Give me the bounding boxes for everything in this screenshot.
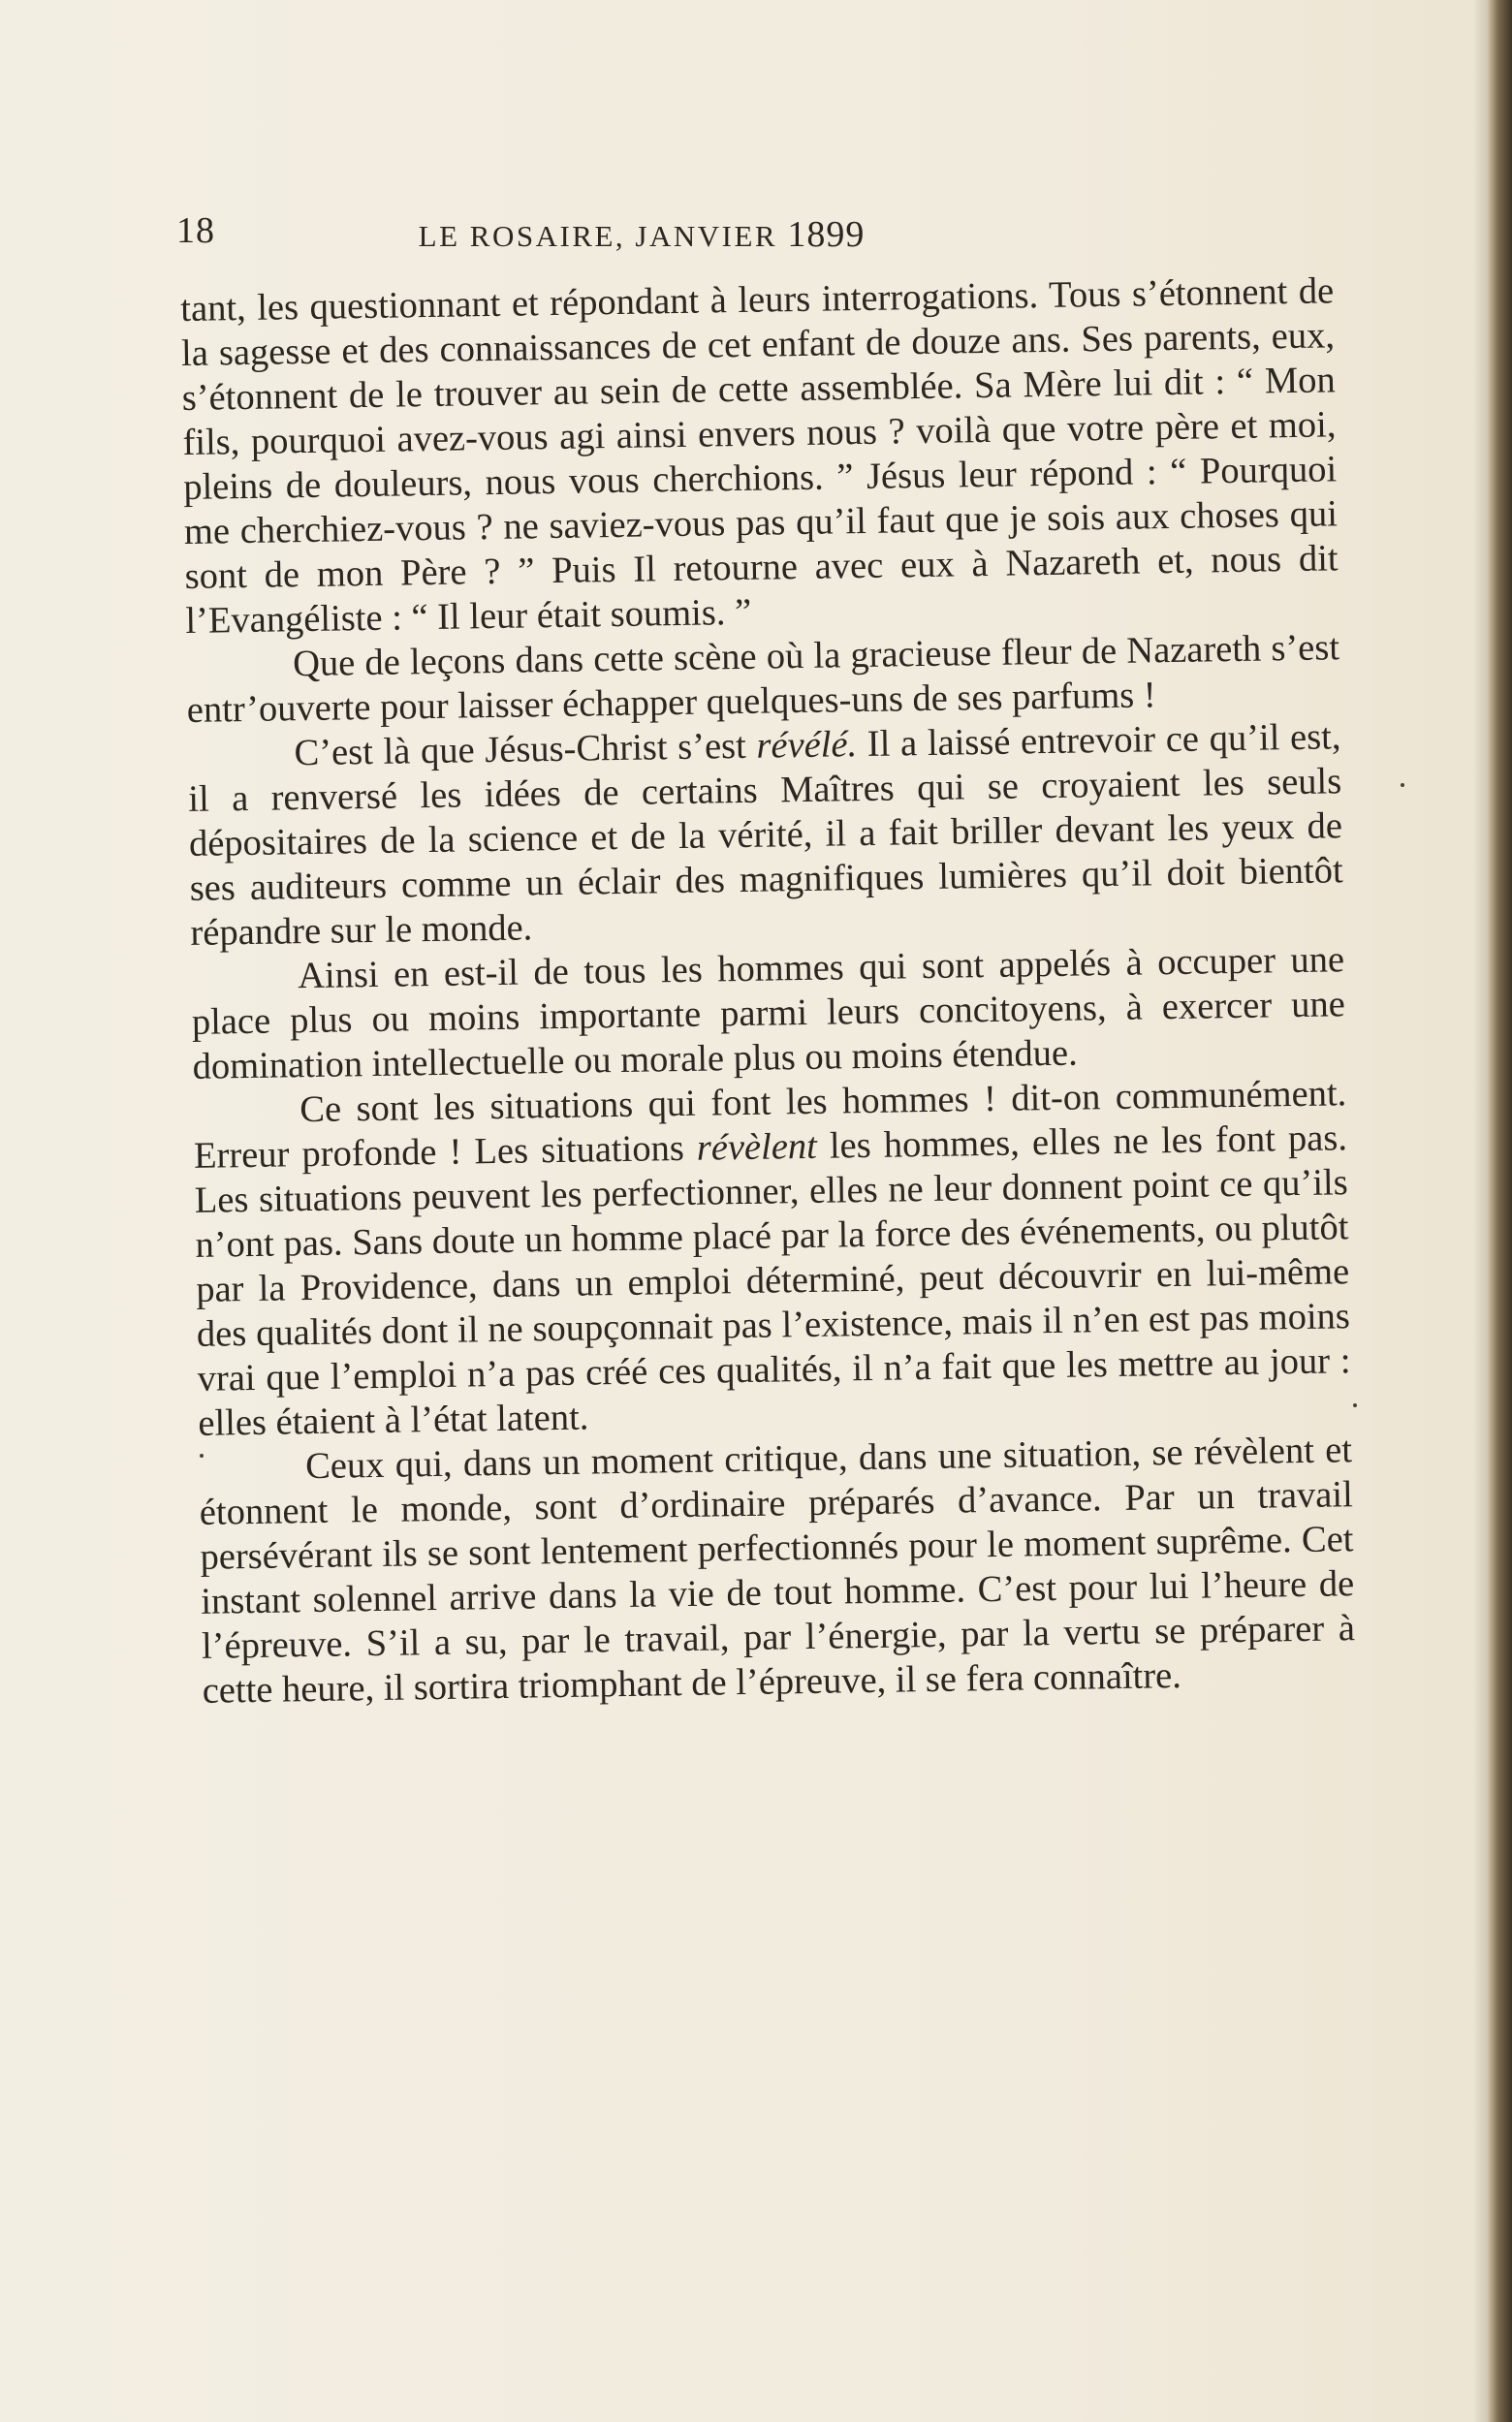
paragraph-3-text-b: Il a laissé entrevoir ce qu’il est, il a renversé les idées de certains Maîtres qui se croyaient les seuls dépositaires de la science et de la vérité, il a fait briller devant les yeux de ses auditeurs comme un éclair des magnifiques lumières qu’il doit bientôt répandre sur le monde.	[187, 716, 1343, 954]
paragraph-3	[187, 714, 1343, 956]
running-title-year: 1899	[787, 214, 866, 255]
paper-speck	[200, 1454, 204, 1458]
article-body	[180, 268, 1356, 1714]
running-title	[176, 213, 1029, 256]
paragraph-1: tant, les questionnant et répondant à leurs interrogations. Tous s’étonnent de la sagesse et des connaissances de cet enfant de douze ans. Ses parents, eux, s’étonnent de le trouver au sein de cette assemblée. Sa Mère lui dit : “ Mon fils, pourquoi avez-vous agi ainsi envers nous ? voilà que votre père et moi, pleins de douleurs, nous vous cherchions. ” Jésus leur répond : “ Pourquoi me cherchiez-vous ? ne saviez-vous pas qu’il faut que je sois aux choses qui sont de mon Père ? ” Puis Il retourne avec eux à Nazareth et, nous dit l’Evangéliste : “ Il leur était soumis. ”	[180, 270, 1339, 642]
running-title-text: LE ROSAIRE, JANVIER	[418, 219, 778, 253]
paragraph-3-italic: révélé.	[756, 724, 858, 767]
paragraph-3-text-a: C’est là que Jésus-Christ s’est	[294, 725, 757, 774]
page-gutter-shadow	[1473, 0, 1487, 2422]
page-number: 18	[176, 210, 215, 251]
paper-speck	[1353, 1403, 1357, 1407]
paragraph-5-italic: révèlent	[696, 1125, 818, 1169]
paragraph-4: Ainsi en est-il de tous les hommes qui sont appelés à occuper une place plus ou moins importante parmi leurs concitoyens, à exercer une domination intellectuelle ou morale plus ou moins étendue.	[191, 939, 1346, 1087]
paragraph-6: Ceux qui, dans un moment critique, dans une situation, se révèlent et étonnent le monde, sont d’ordinaire préparés d’avance. Par un travail persévérant ils se sont lentement perfectionnés pour le moment suprême. Cet instant solennel arrive dans la vie de tout homme. C’est pour lui l’heure de l’épreuve. S’il a su, par le travail, par l’énergie, par la vertu se préparer à cette heure, il sortira triomphant de l’épreuve, il se fera connaître.	[199, 1430, 1356, 1712]
paragraph-2: Que de leçons dans cette scène où la gracieuse fleur de Nazareth s’est entr’ouverte pour laisser échapper quelques-uns de ses parfums !	[186, 627, 1340, 731]
paragraph-5-text-b: les hommes, elles ne les font pas. Les situations peuvent les perfectionner, elles ne leur donnent point ce qu’ils n’ont pas. Sans doute un homme placé par la force des événements, ou plutôt par la Providence, dans un emploi déterminé, peut découvrir en lui-même des qualités dont il ne soupçonnait pas l’existence, mais il n’en est pas moins vrai que l’emploi n’a pas créé ces qualités, il n’a fait que les mettre au jour : elles étaient à l’état latent.	[194, 1117, 1351, 1444]
page-edge	[1487, 0, 1512, 2422]
paragraph-5	[193, 1071, 1352, 1446]
paragraph-5-text-a: Ce sont les situations qui font les hommes ! dit-on communément. Erreur profonde ! Les situations	[193, 1073, 1347, 1177]
paper-speck	[1401, 783, 1404, 787]
page-header	[176, 209, 1029, 258]
